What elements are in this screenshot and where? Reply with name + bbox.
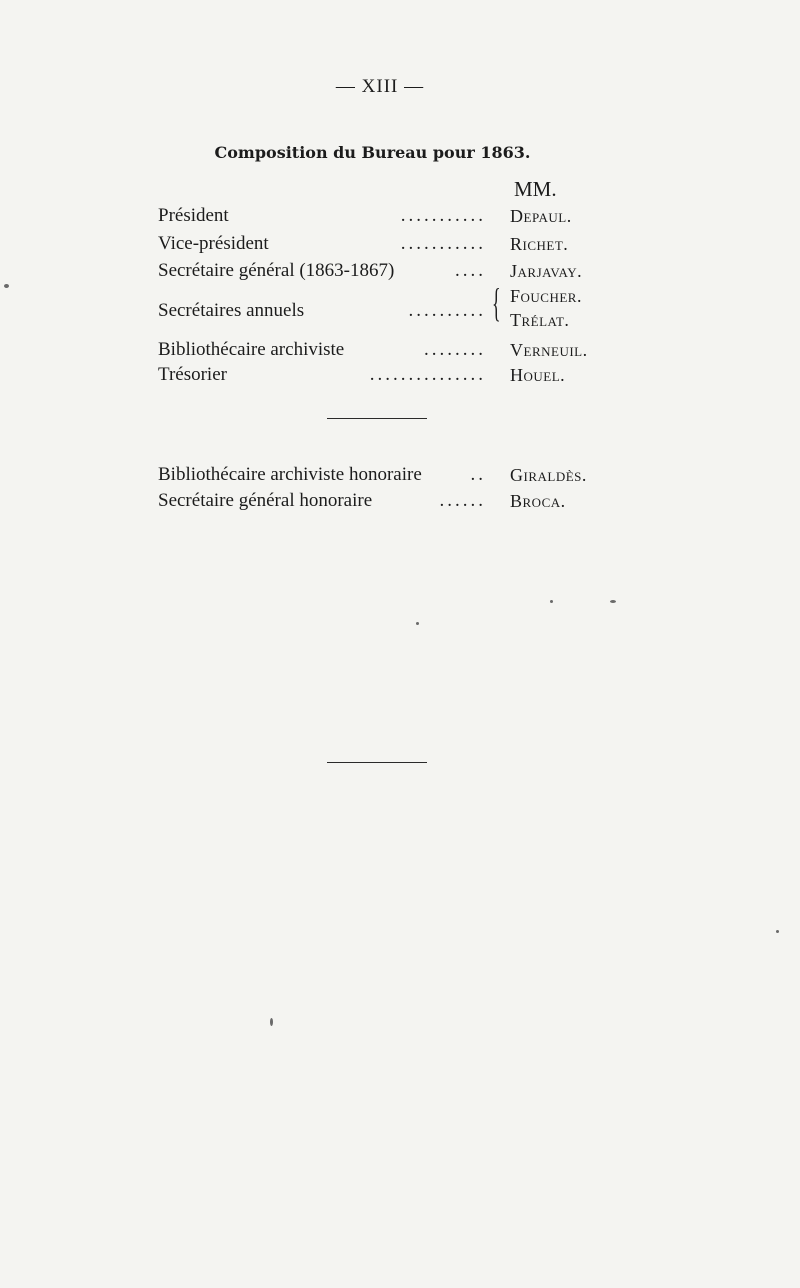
member-name: Foucher. [510, 286, 582, 306]
bureau-row-vice-president [158, 232, 598, 256]
bureau-row-secretaire-general [158, 259, 598, 283]
dot-leader: ........... [400, 233, 486, 254]
end-divider [327, 762, 427, 763]
role-label: Secrétaires annuels [158, 300, 305, 321]
member-name: Richet. [510, 234, 569, 254]
member-name: Verneuil. [510, 340, 588, 360]
member-name: Giraldès. [510, 465, 587, 485]
role-label: Secrétaire général honoraire [158, 490, 373, 511]
dot-leader: .... [455, 260, 486, 281]
member-name: Depaul. [510, 206, 572, 226]
paper-speck [416, 622, 419, 625]
dot-leader: .......... [408, 300, 486, 321]
role-label: Vice-président [158, 233, 269, 254]
role-label: Bibliothécaire archiviste honoraire [158, 464, 422, 485]
paper-speck [776, 930, 779, 933]
dot-leader: ........ [424, 339, 486, 360]
paper-speck [610, 600, 616, 603]
paper-speck [550, 600, 553, 603]
role-label: Président [158, 205, 229, 226]
paper-speck [4, 284, 9, 288]
bureau-row-bibliothecaire [158, 338, 598, 362]
role-label: Trésorier [158, 364, 227, 385]
member-name: Houel. [510, 365, 566, 385]
section-divider [327, 418, 427, 419]
secretaires-annuels-names [510, 284, 582, 332]
paper-speck [270, 1018, 273, 1026]
mm-label: MM. [514, 177, 557, 201]
dot-leader: ........... [400, 205, 486, 226]
member-name: Jarjavay. [510, 261, 583, 281]
role-label: Secrétaire général (1863-1867) [158, 260, 395, 281]
member-name: Broca. [510, 491, 566, 511]
bureau-row-president [158, 204, 598, 228]
member-name: Trélat. [510, 310, 570, 330]
page-number: — XIII — [335, 76, 425, 97]
honorary-row-secretaire-general [158, 489, 598, 513]
dot-leader: .. [470, 464, 486, 485]
honorary-row-bibliothecaire [158, 463, 598, 487]
dot-leader: ...... [439, 490, 486, 511]
brace-icon: { [492, 280, 501, 325]
role-label: Bibliothécaire archiviste [158, 339, 345, 360]
bureau-heading: Composition du Bureau pour 1863. [214, 143, 531, 162]
bureau-row-tresorier [158, 363, 598, 387]
dot-leader: ............... [369, 364, 486, 385]
